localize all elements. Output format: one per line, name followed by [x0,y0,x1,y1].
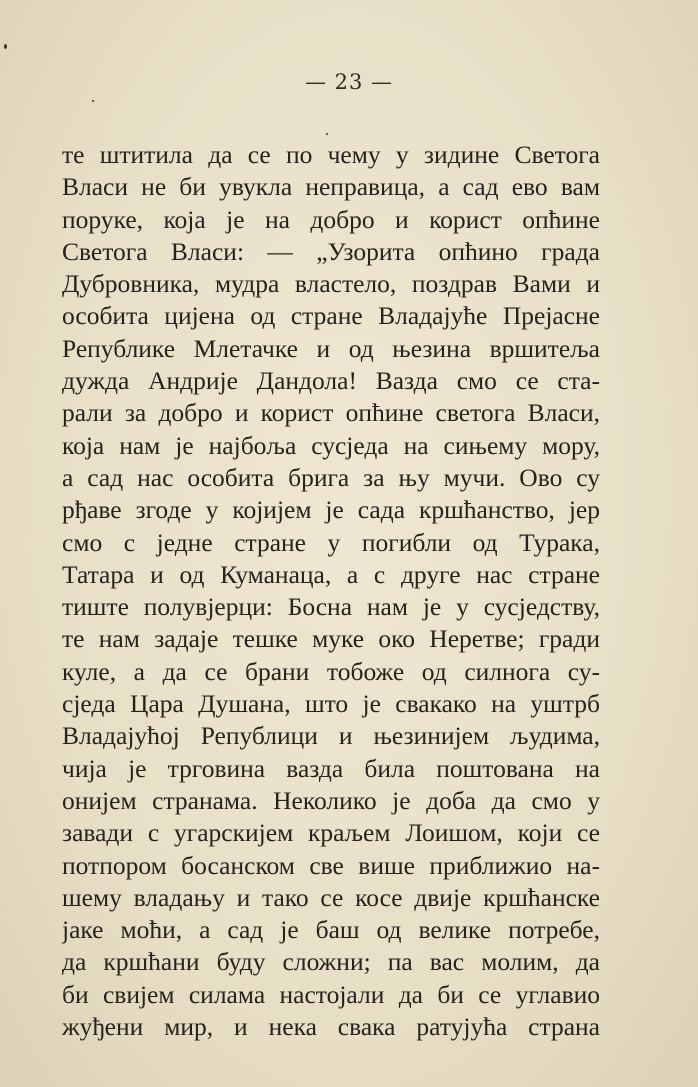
text-line: јаке моћи, а сад је баш од велике потребе, [62,915,600,945]
text-line: сједа Цара Душана, што је свакако на уштрб [62,689,600,719]
page-number: — 23 — [304,70,394,94]
text-line: те нам задаје тешке муке око Неретве; гради [62,624,600,654]
text-line: те штитила да се по чему у зидине Светога [62,140,600,169]
text-line: завади с угарскијем краљем Лоишом, који се [62,818,600,848]
text-line: Светога Власи: — „Узорита опћино града [62,236,600,266]
text-line: рали за добро и корист опћине светога Власи, [62,398,600,428]
text-line: особита цијена од стране Владајуће Прејасне [62,301,600,331]
page-body-text [62,139,600,1043]
paper-speck [326,133,328,135]
text-line: Татара и од Куманаца, а с друге нас стране [62,559,600,589]
text-line: Владајућој Републици и њезинијем људима, [62,721,600,751]
text-line: да кршћани буду сложни; па вас молим, да [62,947,600,977]
text-line: смо с једне стране у погибли од Турака, [62,527,600,557]
paper-speck [4,44,7,49]
text-line: Власи не би увукла неправица, а сад ево вам [62,172,600,202]
text-line: рђаве згоде у којијем је сада кршћанство, јер [62,495,600,525]
text-line: која нам је најбоља сусједа на сињему мору, [62,430,600,460]
paper-speck [92,100,94,102]
text-line: шему владању и тако се косе двије кршћанске [62,882,600,912]
text-line: би свијем силама настојали да би се углавио [62,979,600,1009]
text-line: дужда Андрије Дандола! Вазда смо се ста- [62,366,600,396]
text-line: онијем странама. Неколико је доба да смо у [62,785,600,815]
text-line: Републике Млетачке и од њезина вршитеља [62,333,600,363]
text-line: куле, а да се брани тобоже од силнога су- [62,656,600,686]
text-line: Дубровника, мудра властело, поздрав Вами и [62,269,600,299]
text-line: потпором босанском све више приближио на- [62,850,600,880]
text-line: а сад нас особита брига за њу мучи. Ово су [62,462,600,492]
text-line: чија је трговина вазда била поштована на [62,753,600,783]
text-line: жуђени мир, и нека свака ратујућа страна [62,1012,600,1042]
text-line: тиште полувјерци: Босна нам је у сусједству, [62,592,600,622]
text-line: поруке, која је на добро и корист опћине [62,204,600,234]
